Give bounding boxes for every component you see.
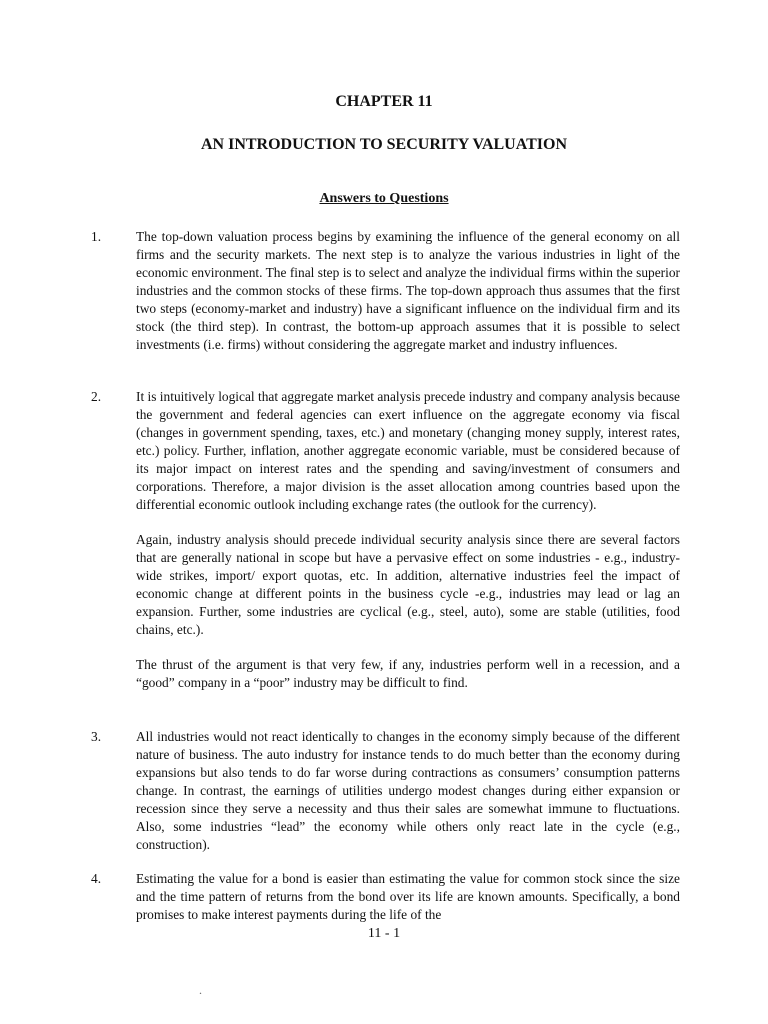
answer-paragraph: The top-down valuation process begins by examining the influence of the general economy on all firms and the security markets. The next step is to analyze the various industries in light of the economic environment. The final step is to select and analyze the individual firms within the superior industries and the common stocks of these firms. The top-down approach thus assumes that the first two steps (economy-market and industry) have a significant influence on the individual firm and its stock (the third step). In contrast, the bottom-up approach assumes that it is possible to select investments (i.e. firms) without considering the aggregate market and industry influences. [136,229,680,352]
question-number: 4. [91,871,102,886]
answer-body [136,228,680,354]
question-3 [91,728,680,854]
answer-paragraph: It is intuitively logical that aggregate market analysis precede industry and company analysis because the government and federal agencies can exert influence on the aggregate economy via fiscal (changes in government spending, taxes, etc.) and monetary (changing money supply, interest rates, etc.) policy. Further, inflation, another aggregate economic variable, must be considered because of its major impact on interest rates and the spending and saving/investment of consumers and corporations. Therefore, a major division is the asset allocation among countries based upon the differential economic outlook including exchange rates (the outlook for the currency). [136,389,681,512]
question-number: 3. [91,729,102,744]
question-number: 2. [91,389,102,404]
answer-paragraph: All industries would not react identically to changes in the economy simply because of the different nature of business. The auto industry for instance tends to do much better than the economy during expansions but also tends to do far worse during contractions as consumers’ consumption patterns change. In contrast, the earnings of utilities undergo modest changes during either expansion or recession since they serve a necessity and thus their sales are somewhat immune to fluctuations. Also, some industries “lead” the economy while others only react late in the cycle (e.g., construction). [136,729,680,852]
question-4 [91,870,680,924]
question-2 [91,388,680,692]
answer-paragraph: Estimating the value for a bond is easier than estimating the value for common stock since the size and the time pattern of returns from the bond over its life are known amounts. Specifically, a bond promises to make interest payments during the life of the [136,871,680,922]
section-subheading: Answers to Questions [319,191,449,206]
page-number: 11 - 1 [367,926,401,941]
answer-paragraph: The thrust of the argument is that very few, if any, industries perform well in a recession, and a “good” company in a “poor” industry may be difficult to find. [136,657,680,690]
answer-body [136,728,680,854]
question-number: 1. [91,229,102,244]
stray-mark: . [199,983,202,997]
chapter-title: AN INTRODUCTION TO SECURITY VALUATION [200,136,567,153]
answer-body [136,870,680,924]
answer-body [136,388,680,692]
question-1 [91,228,680,354]
chapter-heading: CHAPTER 11 [335,93,433,110]
answer-paragraph: Again, industry analysis should precede individual security analysis since there are several factors that are generally national in scope but have a pervasive effect on some industries - e.g., industry-wide strikes, import/ export quotas, etc. In addition, alternative industries feel the impact of economic change at different points in the business cycle -e.g., industries may lead or lag an expansion. Further, some industries are cyclical (e.g., steel, auto), some are stable (utilities, food chains, etc.). [136,532,680,637]
